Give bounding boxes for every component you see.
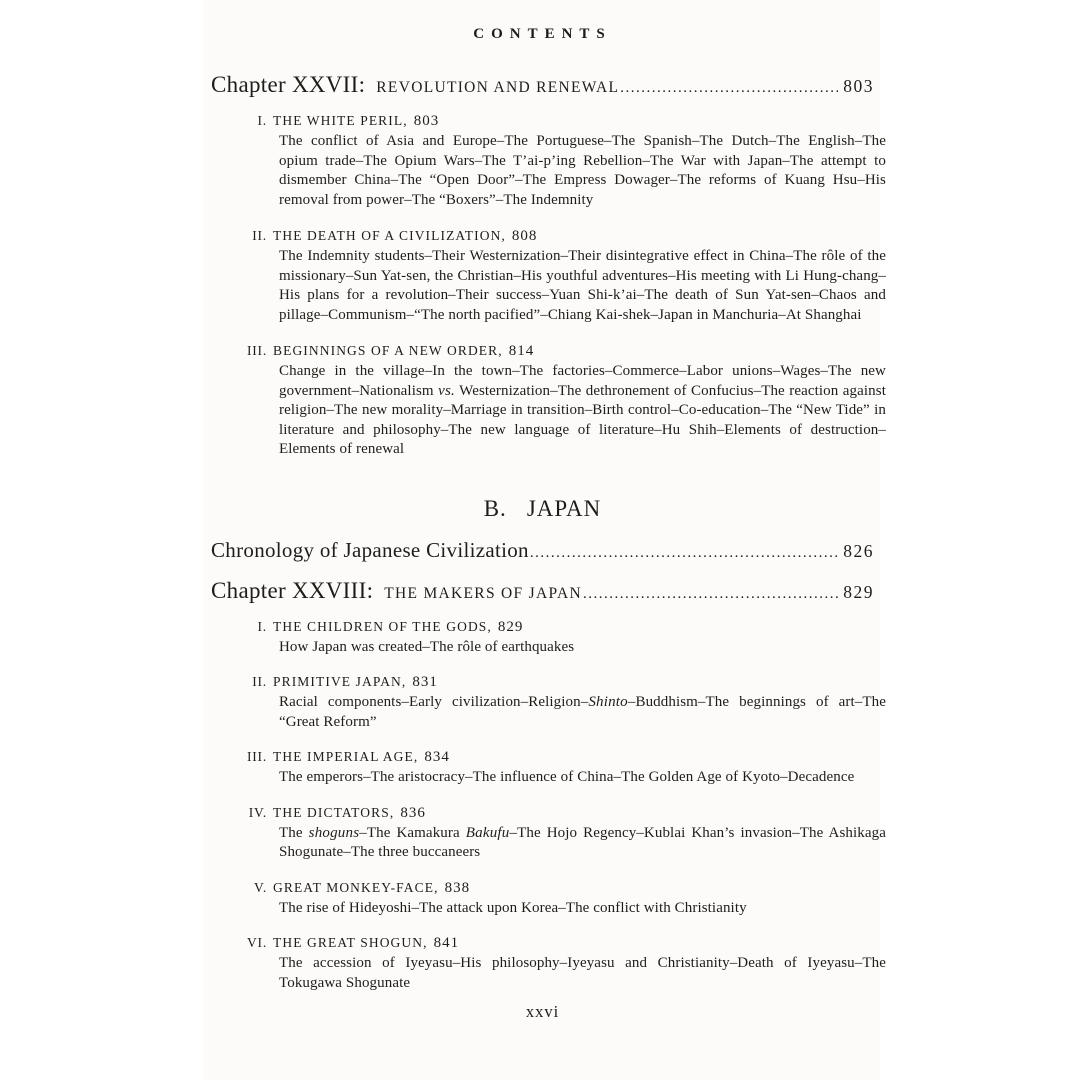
part-title: JAPAN — [526, 495, 602, 521]
section-body — [279, 247, 886, 325]
section-title: THE DEATH OF A CIVILIZATION, — [273, 228, 506, 243]
section-death-of-civilization — [211, 228, 886, 325]
section-page-number: 808 — [511, 228, 538, 244]
section-heading — [239, 619, 874, 636]
section-title: THE CHILDREN OF THE GODS, — [273, 618, 492, 634]
section-body — [279, 824, 886, 863]
section-page-number: 841 — [433, 935, 460, 951]
dot-leader — [620, 80, 838, 97]
text-segment: Change in the village–In the town–The factories–Commerce–Labor unions–Wages–The new government–Nationalism — [279, 363, 886, 399]
section-dictators — [211, 804, 886, 863]
chapter-27-entry — [211, 72, 874, 98]
section-numeral: II. — [252, 674, 267, 689]
text-segment: The accession of Iyeyasu–His philosophy–Iyeyasu and Christianity–Death of Iyeyasu–The Tokugawa Shogunate — [279, 955, 886, 991]
chapter-28-page-number: 829 — [843, 581, 874, 602]
section-numeral: I. — [257, 618, 267, 634]
section-numeral: II. — [252, 228, 267, 243]
section-children-of-gods — [211, 619, 874, 658]
chapter-28-title: THE MAKERS OF JAPAN — [384, 584, 582, 602]
section-primitive-japan — [211, 674, 886, 732]
part-letter: B. — [483, 495, 507, 521]
section-title: GREAT MONKEY-FACE, — [273, 879, 439, 895]
section-heading — [239, 880, 874, 897]
section-page-number: 814 — [508, 343, 535, 359]
section-title: THE DICTATORS, — [273, 804, 395, 820]
section-white-peril — [211, 113, 886, 210]
section-numeral: III. — [246, 343, 267, 358]
text-segment: –Buddhism–The beginnings of art–The “Great Reform” — [279, 694, 886, 730]
section-heading — [239, 113, 874, 130]
chapter-28-entry — [211, 578, 874, 604]
section-body — [279, 362, 886, 460]
chronology-page-number: 826 — [843, 540, 874, 561]
section-title: BEGINNINGS OF A NEW ORDER, — [273, 343, 503, 358]
text-segment: Racial components–Early civilization–Religion– — [279, 694, 589, 710]
section-numeral: IV. — [248, 804, 267, 820]
section-beginnings-new-order — [211, 343, 886, 460]
folio-page-number: xxvi — [525, 1002, 560, 1021]
italic-term: vs. — [438, 382, 455, 399]
section-page-number: 803 — [413, 113, 440, 129]
italic-term: shoguns — [308, 824, 360, 841]
section-title: THE WHITE PERIL, — [273, 113, 408, 128]
section-heading — [239, 674, 874, 691]
section-imperial-age — [211, 749, 874, 788]
section-body — [279, 768, 886, 788]
section-page-number: 836 — [400, 804, 426, 821]
italic-term: Bakufu — [465, 824, 510, 841]
chapter-27-title: REVOLUTION AND RENEWAL — [376, 79, 620, 96]
text-segment: The rise of Hideyoshi–The attack upon Korea–The conflict with Christianity — [279, 899, 747, 916]
section-body — [279, 132, 886, 210]
section-page-number: 829 — [497, 618, 524, 635]
text-segment: The — [279, 824, 309, 841]
section-page-number: 831 — [412, 674, 438, 690]
section-page-number: 838 — [444, 879, 471, 896]
section-heading — [239, 343, 874, 360]
section-heading — [239, 805, 874, 822]
section-body — [279, 899, 886, 919]
text-segment: The emperors–The aristocracy–The influence of China–The Golden Age of Kyoto–Decadence — [279, 769, 855, 785]
section-numeral: III. — [246, 749, 267, 764]
chronology-label: Chronology of Japanese Civilization — [211, 537, 529, 562]
contents-header: CONTENTS — [473, 26, 612, 42]
italic-term: Shinto — [588, 694, 628, 710]
text-segment: The conflict of Asia and Europe–The Portuguese–The Spanish–The Dutch–The English–The opium trade–The Opium Wars–The T’ai-p’ing Rebellion–The War with Japan–The attempt to dismember China–The “Open Door”–The Empress Dowager–The reforms of Kuang Hsu–His removal from power–The “Boxers”–The Indemnity — [279, 133, 886, 208]
dot-leader — [583, 586, 838, 603]
chapter-27-label: Chapter XXVII: — [211, 72, 366, 97]
section-numeral: I. — [257, 113, 267, 128]
dot-leader — [530, 545, 838, 562]
section-great-shogun — [211, 935, 886, 993]
chapter-27-page-number: 803 — [843, 76, 874, 96]
section-heading — [239, 228, 874, 245]
section-body — [279, 638, 886, 658]
section-heading — [239, 749, 874, 766]
section-title: THE GREAT SHOGUN, — [273, 935, 428, 950]
section-numeral: V. — [254, 879, 267, 895]
text-segment: –The Hojo Regency–Kublai Khan’s invasion–The Ashikaga Shogunate–The three buccaneers — [279, 824, 886, 860]
section-title: THE IMPERIAL AGE, — [273, 749, 419, 764]
chronology-entry — [211, 538, 874, 563]
text-segment: Westernization–The dethronement of Confucius–The reaction against religion–The new morality–Marriage in transition–Birth control–Co-education–The “New Tide” in literature and philosophy–The new language of literature–Hu Shih–Elements of destruction–Elements of renewal — [279, 382, 886, 457]
section-heading — [239, 935, 874, 952]
section-title: PRIMITIVE JAPAN, — [273, 674, 407, 689]
section-numeral: VI. — [246, 935, 267, 950]
text-segment: The Indemnity students–Their Westernization–Their disintegrative effect in China–The rôle of the missionary–Sun Yat-sen, the Christian–His youthful adventures–His meeting with Li Hung-chang–His plans for a revolution–Their success–Yuan Shi-k’ai–The death of Sun Yat-sen–Chaos and pillage–Communism–“The north pacified”–Chiang Kai-shek–Japan in Manchuria–At Shanghai — [279, 248, 886, 323]
text-segment: How Japan was created–The rôle of earthquakes — [279, 638, 575, 655]
section-page-number: 834 — [424, 749, 450, 765]
part-heading-japan — [211, 496, 874, 522]
text-segment: –The Kamakura — [359, 824, 466, 841]
section-body — [279, 954, 886, 993]
book-page — [203, 0, 886, 1080]
section-great-monkey-face — [211, 880, 874, 919]
section-body — [279, 693, 886, 732]
chapter-28-label: Chapter XXVIII: — [211, 577, 374, 603]
